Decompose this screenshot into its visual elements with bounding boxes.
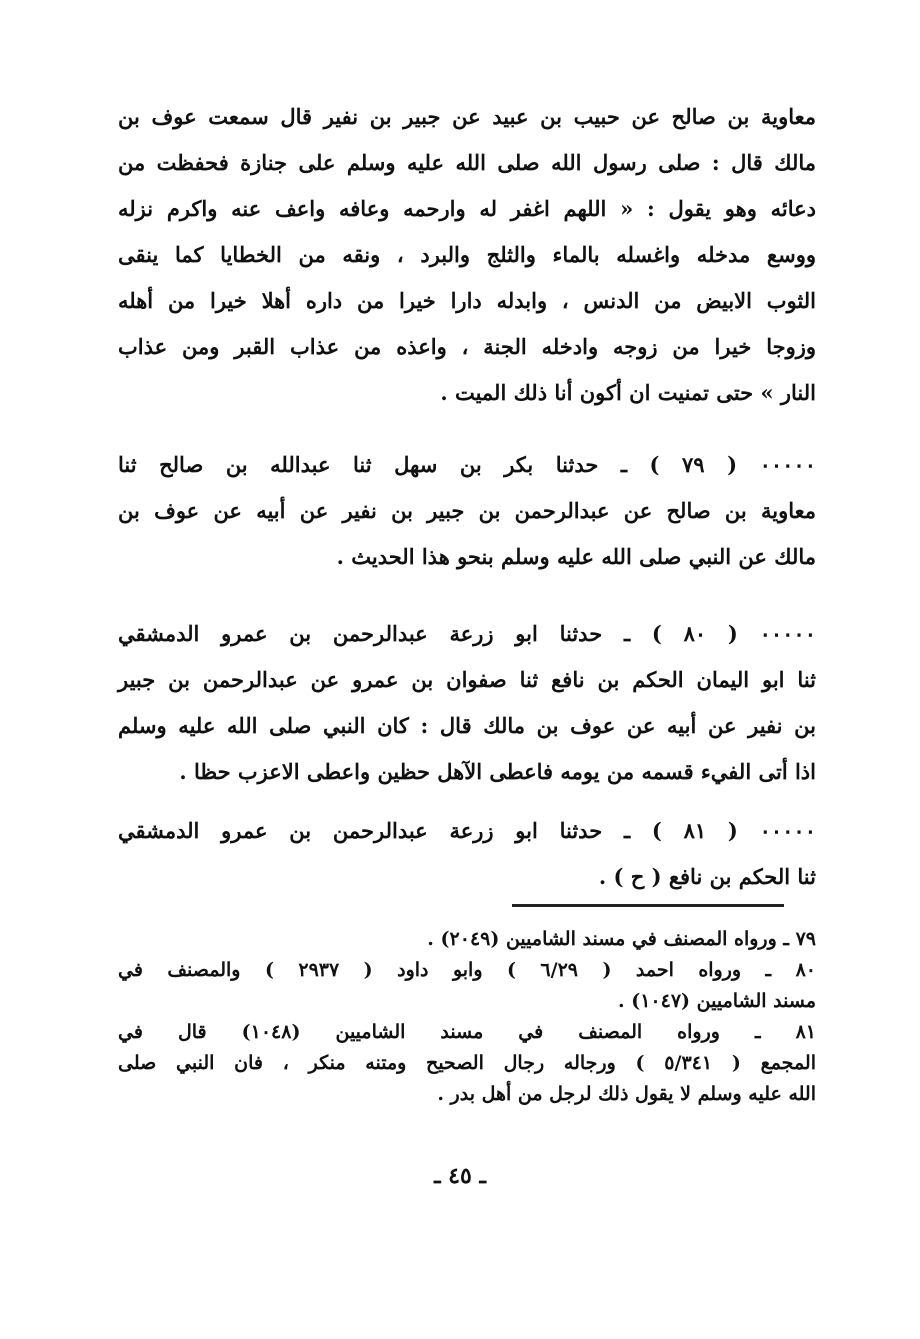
text-line: ثنا ابو اليمان الحكم بن نافع ثنا صفوان بن عمرو عن عبدالرحمن بن جبير [118,667,816,692]
text-line: ٠٠٠٠٠ ( ٨٠ ) ـ حدثنا ابو زرعة عبدالرحمن بن عمرو الدمشقي [118,621,816,646]
text-line: النار » حتى تمنيت ان أكون أنا ذلك الميت . [440,380,816,405]
footnote-line: ٨٠ ـ ورواه احمد ( ٦/٢٩ ) وابو داود ( ٢٩٣٧ ) والمصنف في [118,959,816,981]
footnotes [118,924,816,1110]
paragraph-hadith-80 [118,611,816,795]
footnote-line: المجمع ( ٥/٣٤١ ) ورجاله رجال الصحيح ومتنه منكر ، فان النبي صلى [118,1052,816,1074]
text-line: معاوية بن صالح عن عبدالرحمن بن جبير بن نفير عن أبيه عن عوف بن [118,498,816,523]
text-line: ٠٠٠٠٠ ( ٧٩ ) ـ حدثنا بكر بن سهل ثنا عبدالله بن صالح ثنا [118,452,816,477]
footnote-line: ٧٩ ـ ورواه المصنف في مسند الشاميين (٢٠٤٩) . [427,928,816,950]
text-line: مالك قال : صلى رسول الله صلى الله عليه وسلم على جنازة فحفظت من [118,150,816,175]
footnote-line: ٨١ ـ ورواه المصنف في مسند الشاميين (١٠٤٨) قال في [118,1021,816,1043]
text-line: معاوية بن صالح عن حبيب بن عبيد عن جبير بن نفير قال سمعت عوف بن [118,104,816,129]
text-line: ٠٠٠٠٠ ( ٨١ ) ـ حدثنا ابو زرعة عبدالرحمن بن عمرو الدمشقي [118,818,816,843]
text-line: اذا أتى الفيء قسمه من يومه فاعطى الآهل حظين واعطى الاعزب حظا . [179,759,816,784]
footnote-line: الله عليه وسلم لا يقول ذلك لرجل من أهل بدر . [437,1083,816,1105]
paragraph-hadith-81 [118,808,816,900]
page-number: ـ ٤٥ ـ [434,1163,486,1189]
footnote-separator [512,904,784,907]
text-line: مالك عن النبي صلى الله عليه وسلم بنحو هذا الحديث . [336,544,816,569]
text-line: ووسع مدخله واغسله بالماء والثلج والبرد ، ونقه من الخطايا كما ينقى [118,242,816,267]
text-line: وزوجا خيرا من زوجه وادخله الجنة ، واعذه من عذاب القبر ومن عذاب [118,334,816,359]
text-line: بن نفير عن أبيه عن عوف بن مالك قال : كان النبي صلى الله عليه وسلم [118,713,816,738]
text-line: ثنا الحكم بن نافع ( ح ) . [598,864,816,889]
footnote-line: مسند الشاميين (١٠٤٧) . [617,990,816,1012]
text-line: الثوب الابيض من الدنس ، وابدله دارا خيرا من داره أهلا خيرا من أهله [118,288,816,313]
paragraph-hadith-79 [118,442,816,580]
text-line: دعائه وهو يقول : « اللهم اغفر له وارحمه وعافه واعف عنه واكرم نزله [118,196,816,221]
paragraph-hadith-78-continued [118,94,816,416]
